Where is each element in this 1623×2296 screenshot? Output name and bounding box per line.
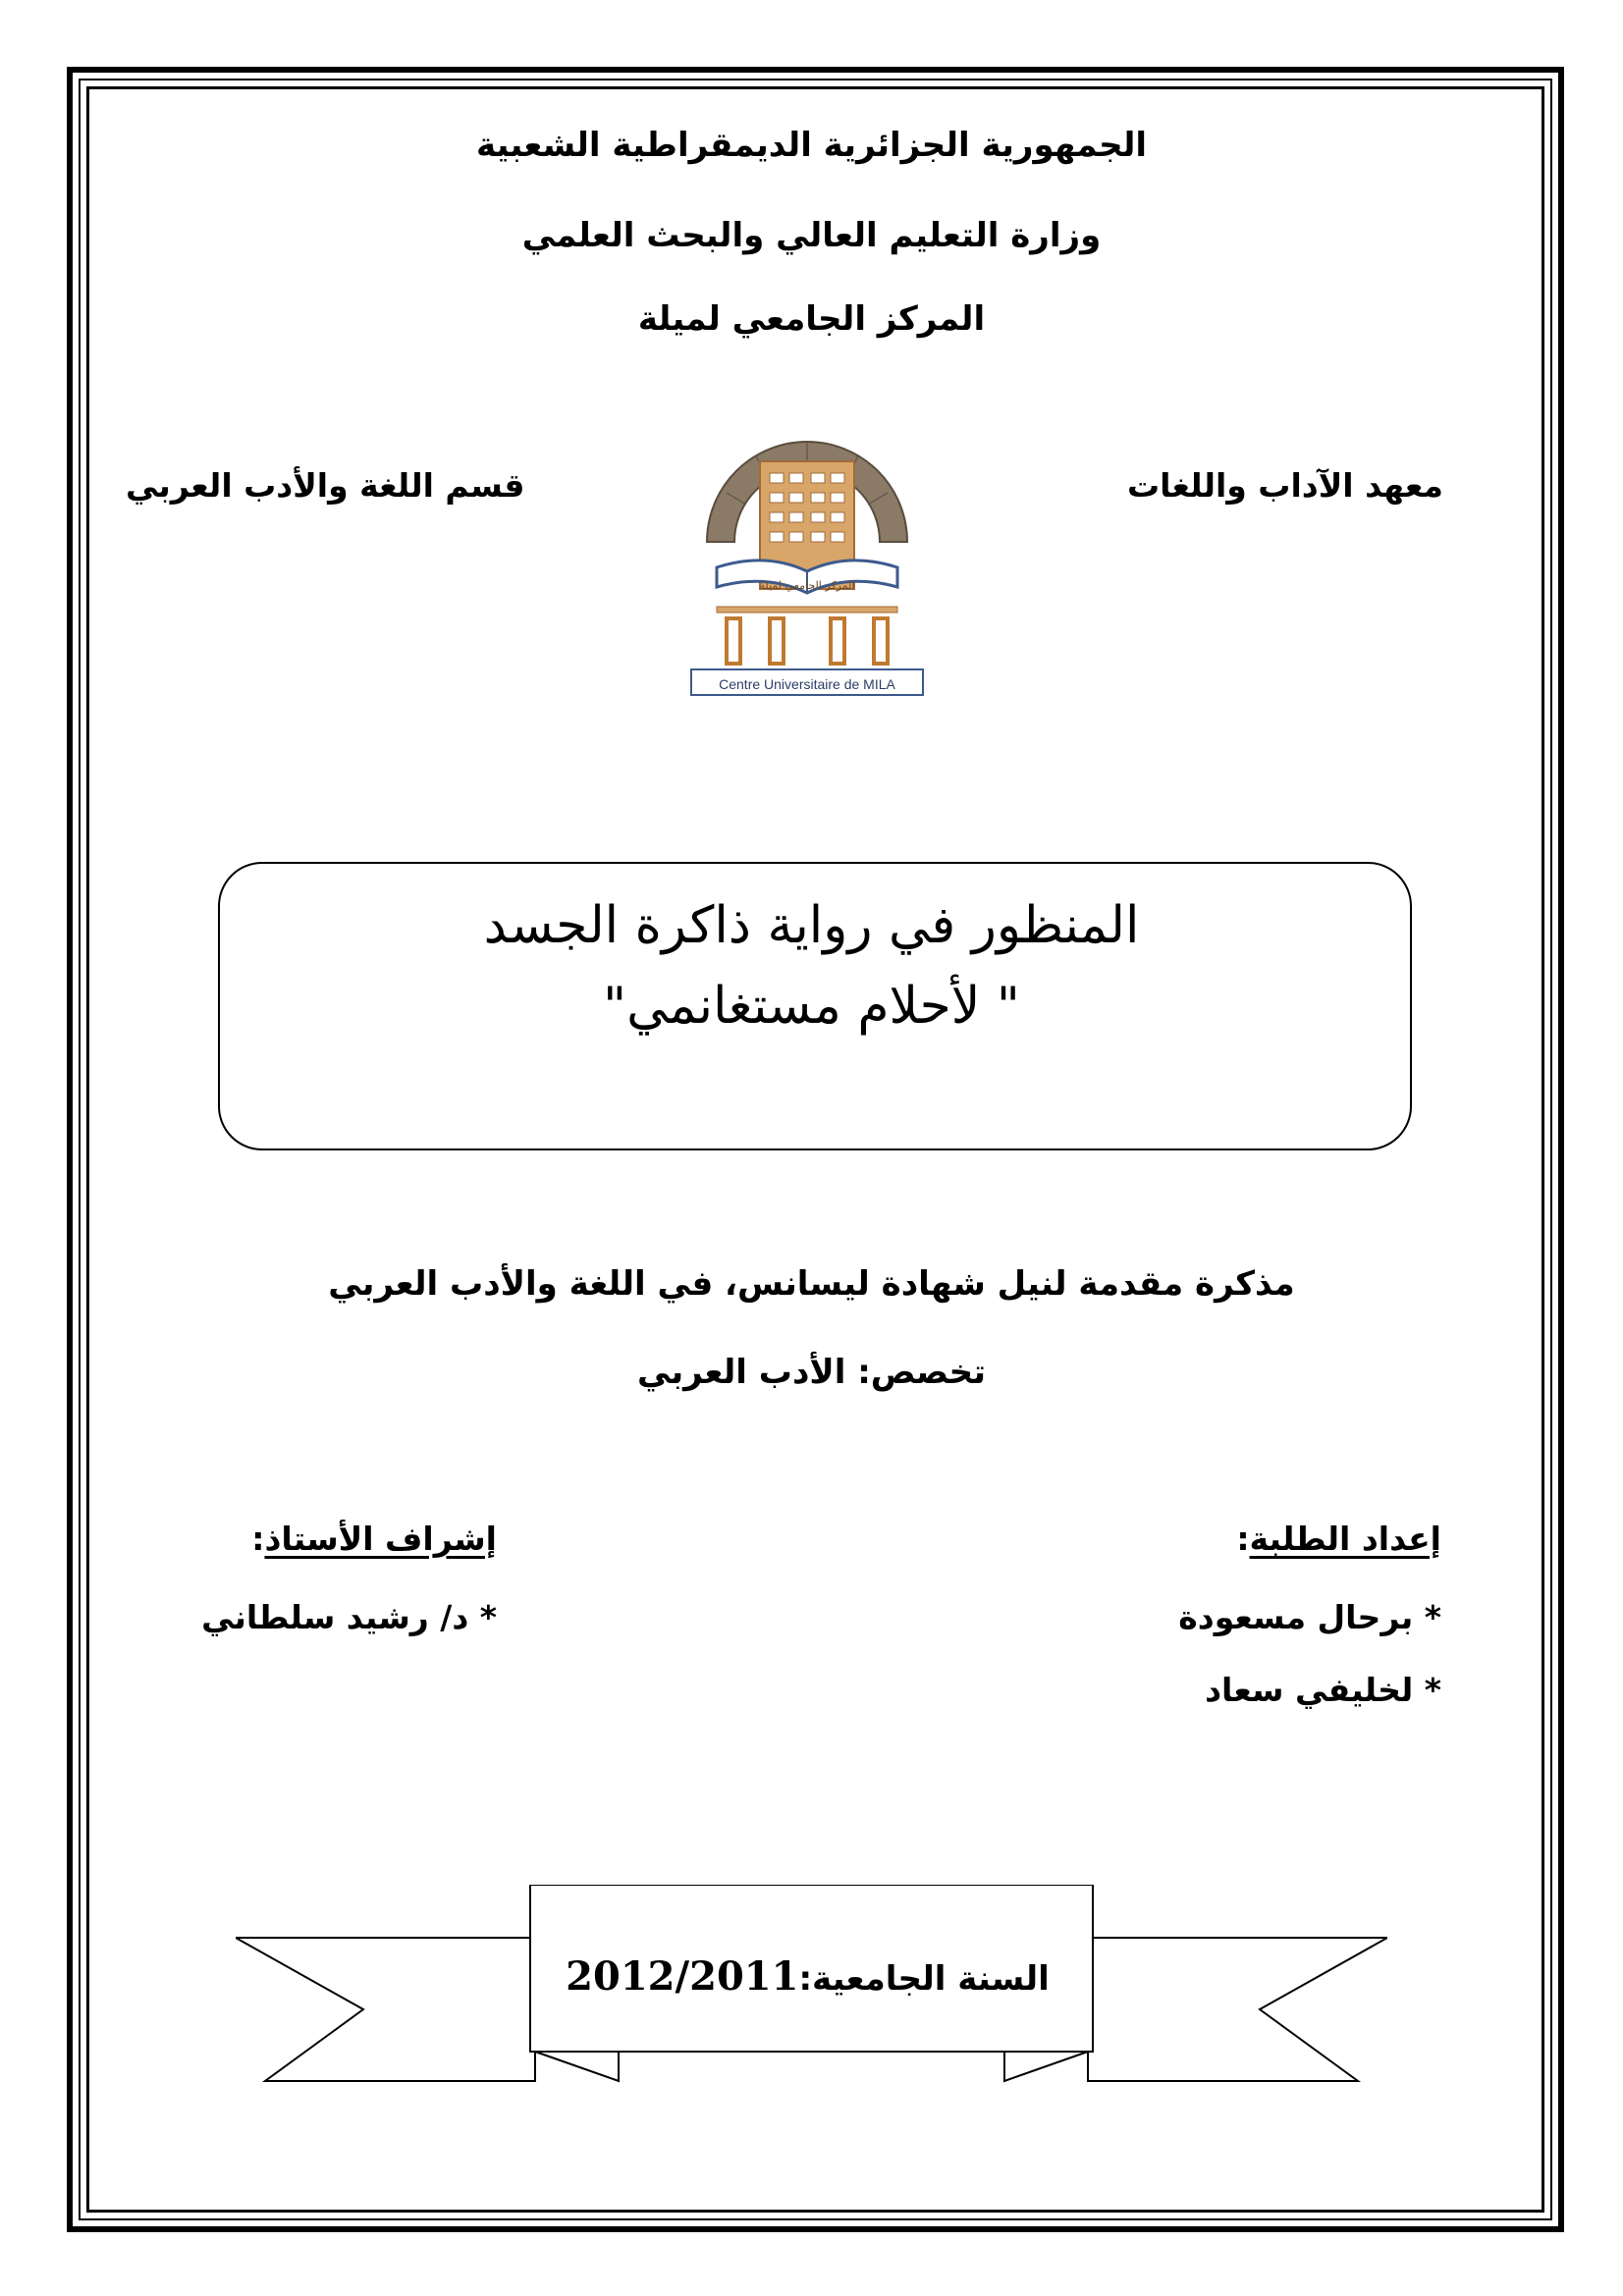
logo-caption: Centre Universitaire de MILA <box>719 676 895 692</box>
thesis-author-line: " لأحلام مستغانمي" <box>603 977 1020 1036</box>
ministry-name: وزارة التعليم العالي والبحث العلمي <box>521 216 1102 255</box>
institute-name: معهد الآداب واللغات <box>1126 466 1443 505</box>
university-name: المركز الجامعي لميلة <box>637 299 986 339</box>
academic-year-ribbon <box>236 1885 1387 2120</box>
student-name-2: * لخليفي سعاد <box>1205 1671 1441 1709</box>
thesis-title: المنظور في رواية ذاكرة الجسد <box>483 896 1140 955</box>
degree-statement: مذكرة مقدمة لنيل شهادة ليسانس، في اللغة والأدب العربي <box>328 1264 1295 1304</box>
student-name-1: * برحال مسعودة <box>1178 1598 1441 1636</box>
specialization: تخصص: الأدب العربي <box>637 1353 986 1392</box>
supervisor-heading: إشراف الأستاذ: <box>251 1520 497 1558</box>
department-name: قسم اللغة والأدب العربي <box>126 466 525 505</box>
logo-arabic-caption: المركز الجامعي لميلة <box>759 579 855 592</box>
students-heading: إعداد الطلبة: <box>1236 1520 1441 1558</box>
academic-year: السنة الجامعية:2012/2011 <box>566 1953 1050 2000</box>
republic-name: الجمهورية الجزائرية الديمقراطية الشعبية <box>476 126 1147 165</box>
supervisor-name: * د/ رشيد سلطاني <box>201 1598 497 1636</box>
university-logo <box>687 395 927 699</box>
